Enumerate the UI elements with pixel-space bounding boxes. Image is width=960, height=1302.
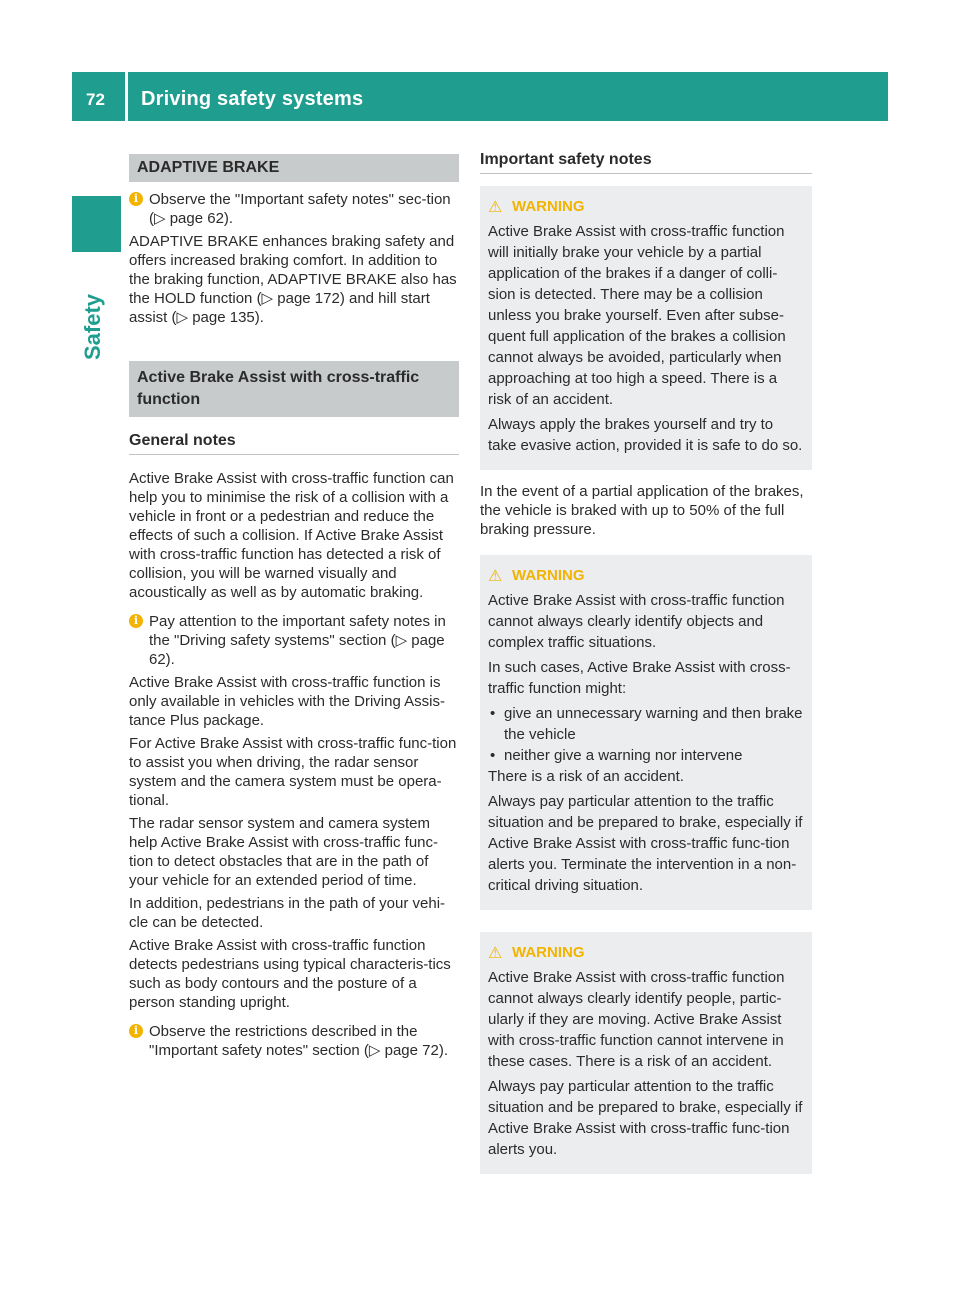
section-header: Driving safety systems [141, 88, 364, 110]
warning-text: Always pay particular attention to the traffic situation and be prepared to brake, especially if Active Brake Assist with cross-traffic func-tion alerts you. Terminate the intervention in a non-critical driving situation. [488, 793, 803, 894]
info-note [129, 190, 459, 228]
warning-triangle-icon: ⚠ [488, 566, 503, 585]
right-column [480, 150, 812, 1174]
warning-triangle-icon: ⚠ [488, 197, 503, 216]
warning-title: ⚠ WARNING [488, 197, 585, 216]
bullet-icon: • [490, 705, 496, 722]
bullet-icon: • [490, 747, 496, 764]
warning-title: ⚠ WARNING [488, 943, 585, 962]
left-column [129, 154, 459, 1064]
list-item: • neither give a warning nor intervene [490, 747, 743, 764]
warning-text: Active Brake Assist with cross-traffic function cannot always clearly identify people, partic-ularly if they are moving. Active Brake Assist with cross-traffic function cannot intervene in these cases. There is a risk of an accident. [488, 969, 785, 1070]
paragraph: In the event of a partial application of the brakes, the vehicle is braked with up to 50% of the full braking pressure. [480, 483, 804, 538]
active-brake-heading: Active Brake Assist with cross-traffic function [129, 361, 459, 417]
warning-text: Always apply the brakes yourself and try to take evasive action, provided it is safe to do so. [488, 416, 803, 454]
side-label: Safety [80, 293, 105, 360]
info-icon: i [129, 614, 143, 628]
important-safety-notes-heading: Important safety notes [480, 150, 812, 174]
warning-text: Always pay particular attention to the traffic situation and be prepared to brake, especially if Active Brake Assist with cross-traffic func-tion alerts you. [488, 1078, 803, 1158]
warning-title: ⚠ WARNING [488, 566, 585, 585]
paragraph: Active Brake Assist with cross-traffic function is only available in vehicles with the Driving Assis-tance Plus package. [129, 674, 445, 729]
info-text: Pay attention to the important safety notes in the "Driving safety systems" section (▷ page 62). [149, 613, 446, 668]
paragraph: The radar sensor system and camera system help Active Brake Assist with cross-traffic func-tion to detect obstacles that are in the path of your vehicle for an extended period of time. [129, 815, 439, 889]
info-text: Observe the restrictions described in the "Important safety notes" section (▷ page 72). [149, 1023, 449, 1059]
paragraph: For Active Brake Assist with cross-traffic func-tion to assist you when driving, the radar sensor system and the camera system must be opera-tional. [129, 735, 457, 809]
paragraph: ADAPTIVE BRAKE enhances braking safety and offers increased braking comfort. In addition to the braking function, ADAPTIVE BRAKE also has the HOLD function (▷ page 172) and hill start assist (▷ page 135). [129, 233, 457, 326]
info-note [129, 612, 459, 669]
paragraph: Active Brake Assist with cross-traffic function can help you to minimise the risk of a collision with a vehicle in front or a pedestrian and reduce the effects of such a collision. If Active Brake Assist with cross-traffic function has detected a risk of collision, you will be warned visually and acoustically as well as by automatic braking. [129, 470, 454, 601]
page-number: 72 [86, 90, 105, 109]
info-note [129, 1022, 459, 1060]
warning-box [480, 555, 812, 910]
side-tab [72, 196, 121, 252]
warning-text: There is a risk of an accident. [488, 768, 684, 785]
warning-box [480, 186, 812, 470]
warning-text: Active Brake Assist with cross-traffic function will initially brake your vehicle by a partial application of the brakes if a danger of colli-sion is detected. There may be a collision unless you brake yourself. Even after subse-quent full application of the brakes a collision cannot always be avoided, particularly when approaching at too high a speed. There is a risk of an accident. [488, 223, 786, 408]
header-divider [125, 72, 128, 121]
paragraph: Active Brake Assist with cross-traffic function detects pedestrians using typical characteris-tics such as body contours and the posture of a person standing upright. [129, 937, 451, 1011]
info-text: Observe the "Important safety notes" sec-tion (▷ page 62). [149, 191, 451, 227]
warning-triangle-icon: ⚠ [488, 943, 503, 962]
info-icon: i [129, 1024, 143, 1038]
general-notes-heading: General notes [129, 431, 459, 455]
adaptive-brake-heading: ADAPTIVE BRAKE [129, 154, 459, 182]
warning-text: Active Brake Assist with cross-traffic function cannot always clearly identify objects and complex traffic situations. [488, 592, 785, 651]
warning-text: In such cases, Active Brake Assist with cross-traffic function might: [488, 659, 791, 697]
info-icon: i [129, 192, 143, 206]
list-item: • give an unnecessary warning and then brake the vehicle [490, 705, 803, 743]
paragraph: In addition, pedestrians in the path of your vehi-cle can be detected. [129, 895, 446, 931]
warning-box [480, 932, 812, 1174]
